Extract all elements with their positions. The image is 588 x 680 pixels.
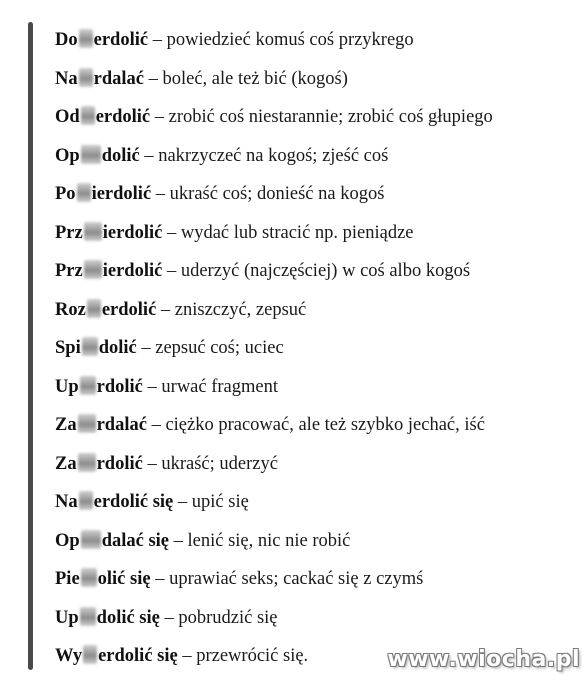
censor-blur [81,530,101,549]
term-prefix: Prz [55,222,83,243]
definition: uprawiać seks; cackać się z czymś [169,569,424,589]
term-suffix: erdolić [93,30,149,50]
term-prefix: Za [55,415,77,435]
term-prefix: Po [55,184,76,204]
quote-rule [28,22,33,670]
censor-blur [79,29,93,48]
definition: pobrudzić się [178,607,278,628]
site-watermark: www.wiocha.pl [387,647,580,672]
term [55,300,156,320]
definition: lenić się, nic nie robić [187,530,351,551]
term-suffix: rdolić [96,453,143,474]
term-suffix: olić się [97,569,151,589]
definition: przewrócić się. [196,646,309,666]
separator: – [173,530,183,551]
term-prefix: Do [55,30,78,50]
term [55,646,178,666]
separator: – [155,184,166,204]
term-prefix: Wy [55,646,83,666]
list-item [55,137,493,176]
list-item [55,368,493,407]
definition: nakrzyczeć na kogoś; zjeść coś [158,145,389,166]
list-item [55,522,493,561]
censor-blur [78,453,96,472]
term [55,492,173,512]
list-item [55,291,493,330]
term [55,69,144,89]
term-prefix: Prz [55,261,83,281]
term-suffix: ierdolić [91,184,152,204]
term-prefix: Op [55,530,80,551]
separator: – [152,30,162,50]
term-prefix: Op [55,145,80,166]
definition: zepsuć coś; uciec [155,338,284,358]
term-prefix: Up [55,607,79,628]
list-item [55,21,493,60]
term-suffix: erdolić się [98,646,178,666]
separator: – [155,569,165,589]
definition: zrobić coś niestarannie; zrobić coś głupiego [168,107,493,127]
definition: ukraść coś; donieść na kogoś [169,184,385,204]
list-item [55,60,493,99]
definition: zniszczyć, zepsuć [174,299,307,320]
term-suffix: dalać się [101,530,170,551]
separator: – [166,261,177,281]
term-suffix: dolić [101,145,140,166]
term [55,146,140,166]
censor-blur [77,183,91,202]
term-prefix: Na [55,68,78,89]
term-prefix: Roz [55,299,86,320]
definition: ciężko pracować, ale też szybko jechać, iść [165,415,485,435]
definition: urwać fragment [161,376,278,397]
list-item [55,98,493,137]
separator: – [147,453,157,474]
censor-blur [79,68,93,87]
term-suffix: ierdolić [102,222,163,243]
separator: – [147,376,157,397]
term-suffix: erdolić się [93,492,174,512]
definition: ukraść; uderzyć [161,453,278,474]
term-prefix: Od [55,107,80,127]
list-item [55,252,493,291]
separator: – [151,415,161,435]
definition: powiedzieć komuś coś przykrego [166,30,414,50]
term-suffix: dolić [98,338,137,358]
separator: – [144,145,154,166]
list-item [55,214,493,253]
separator: – [141,338,151,358]
separator: – [164,607,174,628]
term-prefix: Za [55,453,77,474]
censor-blur [80,376,96,395]
censor-blur [81,145,101,164]
term-prefix: Na [55,492,78,512]
censor-blur [87,299,101,318]
censor-blur [79,491,93,510]
term-suffix: rdalać [96,415,147,435]
list-item [55,483,493,522]
list-item [55,175,493,214]
term-suffix: rdolić [96,376,143,397]
term-prefix: Pie [55,569,80,589]
separator: – [148,68,158,89]
term [55,569,151,589]
list-item [55,599,493,638]
censor-blur [78,414,96,433]
term [55,531,169,551]
separator: – [182,646,192,666]
definition: boleć, ale też bić (kogoś) [162,68,348,89]
censor-blur [84,222,102,241]
separator: – [160,299,171,320]
censor-blur [81,106,95,125]
definition: upić się [191,492,249,512]
censor-blur [80,607,96,626]
list-item [55,560,493,599]
list-item [55,329,493,368]
separator: – [177,492,188,512]
term [55,454,143,474]
list-item [55,406,493,445]
censor-blur [82,337,98,356]
term-prefix: Spi [55,338,81,358]
term-suffix: ierdolić [102,261,163,281]
separator: – [166,222,177,243]
censor-blur [81,568,97,587]
term-suffix: erdolić [95,107,151,127]
term [55,377,143,397]
term [55,608,160,628]
list-item [55,445,493,484]
term-prefix: Up [55,376,79,397]
definition: wydać lub stracić np. pieniądze [180,222,414,243]
definition: uderzyć (najczęściej) w coś albo kogoś [180,261,471,281]
term [55,415,147,435]
term [55,107,150,127]
term-suffix: rdalać [93,68,144,89]
censor-blur [84,260,102,279]
term-suffix: erdolić [101,299,157,320]
term [55,338,137,358]
term [55,184,151,204]
term [55,261,162,281]
term-suffix: dolić się [96,607,160,628]
censor-blur [83,645,97,664]
separator: – [154,107,165,127]
term [55,223,162,243]
term [55,30,148,50]
entry-list [55,21,493,676]
